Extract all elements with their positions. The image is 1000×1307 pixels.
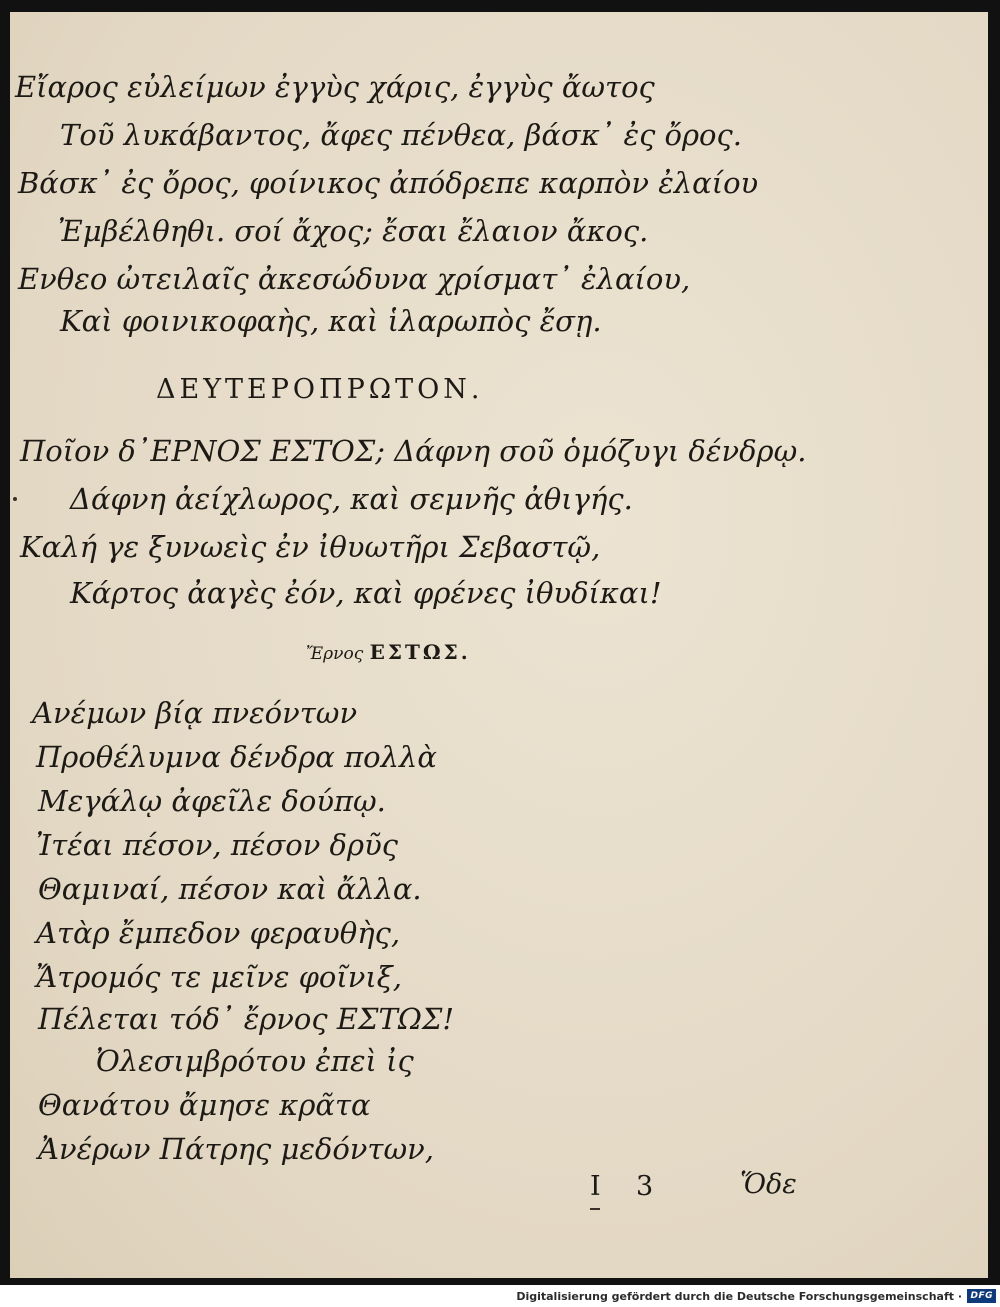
digitization-credit-bar bbox=[0, 1285, 1000, 1307]
verse-line: Τοῦ λυκάβαντος, ἄφες πένθεα, βάσκ᾽ ἐς ὄρος. bbox=[60, 118, 742, 152]
verse-line: Ὀλεσιμβρότου ἐπεὶ ἰς bbox=[96, 1044, 414, 1078]
section-heading: ΔΕΥΤΕΡΟΠΡΩΤΟΝ. bbox=[156, 374, 484, 405]
verse-line: Δάφνη ἀείχλωρος, καὶ σεμνῆς ἀθιγής. bbox=[70, 482, 633, 516]
verse-line: Καὶ φοινικοφαὴς, καὶ ἱλαρωπὸς ἔσῃ. bbox=[60, 304, 602, 338]
verse-line: Ατὰρ ἔμπεδον φεραυθὴς, bbox=[36, 916, 401, 950]
catchword: Ὅδε bbox=[740, 1169, 797, 1200]
verse-line: Ενθεο ὠτειλαῖς ἀκεσώδυνα χρίσματ᾽ ἐλαίου, bbox=[18, 262, 691, 296]
verse-line: Βάσκ᾽ ἐς ὄρος, φοίνικος ἀπόδρεπε καρπὸν ἐλαίου bbox=[18, 166, 759, 200]
verse-line: Ἰτέαι πέσον, πέσον δρῦς bbox=[36, 828, 398, 862]
verse-line: Ανέμων βίᾳ πνεόντων bbox=[32, 696, 358, 730]
verse-line: Ἄτρομός τε μεῖνε φοῖνιξ, bbox=[36, 960, 402, 994]
verse-line: Θανάτου ἄμησε κρᾶτα bbox=[38, 1088, 371, 1122]
book-page bbox=[10, 12, 988, 1278]
ink-mark bbox=[13, 497, 17, 501]
verse-line: Καλή γε ξυνωεὶς ἐν ἰθυωτῆρι Σεβαστῷ, bbox=[20, 530, 601, 564]
page-number: 3 bbox=[636, 1171, 654, 1202]
credit-text: Digitalisierung gefördert durch die Deutsche Forschungsgemeinschaft · bbox=[516, 1290, 962, 1303]
verse-line: Πέλεται τόδ᾽ ἔρνος ΕΣΤΩΣ! bbox=[38, 1002, 455, 1036]
verse-line: Εἴαρος εὐλείμων ἐγγὺς χάρις, ἐγγὺς ἄωτος bbox=[15, 70, 655, 104]
verse-line: Κάρτος ἀαγὲς ἐόν, καὶ φρένες ἰθυδίκαι! bbox=[70, 576, 662, 610]
verse-line: Θαμιναί, πέσον καὶ ἄλλα. bbox=[38, 872, 422, 906]
signature-underline bbox=[590, 1208, 600, 1210]
verse-line: Ἀνέρων Πάτρης μεδόντων, bbox=[38, 1132, 434, 1166]
signature-mark-letter: I bbox=[590, 1171, 601, 1202]
subheading-word: Ἔρνος bbox=[306, 644, 364, 664]
verse-line: Ἐμβέλθηθι. σοί ἄχος; ἔσαι ἔλαιον ἄκος. bbox=[58, 214, 649, 248]
verse-line: Μεγάλῳ ἀφεῖλε δούπῳ. bbox=[38, 784, 386, 818]
verse-line: Προθέλυμνα δένδρα πολλὰ bbox=[36, 740, 437, 774]
subheading bbox=[306, 640, 471, 666]
verse-line: Ποῖον δ᾽ΕΡΝΟΣ ΕΣΤΟΣ; Δάφνη σοῦ ὁμόζυγι δένδρῳ. bbox=[20, 434, 807, 468]
subheading-caps: ΕΣΤΩΣ. bbox=[369, 640, 471, 664]
dfg-logo: DFG bbox=[967, 1289, 996, 1303]
